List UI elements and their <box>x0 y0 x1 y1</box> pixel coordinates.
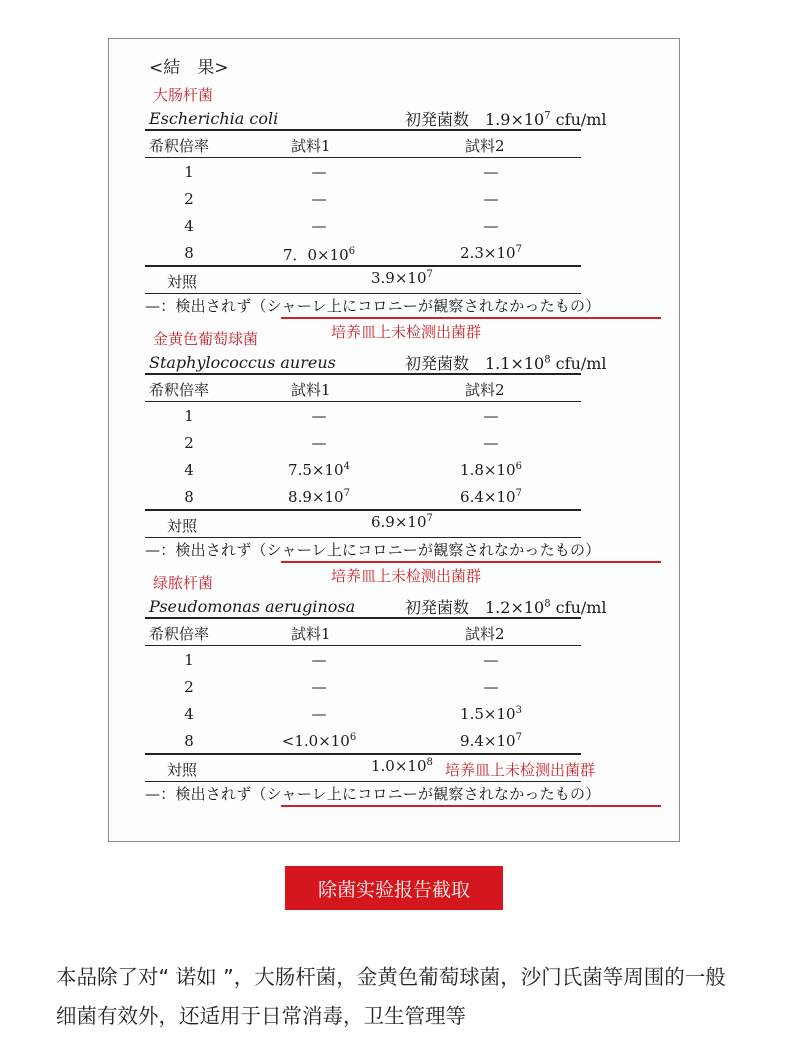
control-label: 対照 <box>167 761 198 779</box>
legend-note: —：検出されず（シャーレ上にコロニーが観察されなかったもの） <box>145 297 601 315</box>
control-label: 対照 <box>167 517 198 535</box>
sample2-cell: — <box>483 651 499 669</box>
sample2-cell: — <box>483 434 499 452</box>
dilution-cell: 2 <box>184 190 194 208</box>
dilution-cell: 4 <box>184 217 194 235</box>
dilution-cell: 4 <box>184 705 194 723</box>
sample1-cell: — <box>311 434 327 452</box>
sample2-cell: $1.5\times 10^3$ <box>460 705 522 723</box>
chinese-annotation: 培养皿上未检测出菌群 <box>331 323 482 341</box>
sample1-cell: $<1.0\times 10^6$ <box>281 732 357 750</box>
sample2-cell: $2.3\times 10^7$ <box>460 244 522 262</box>
dilution-cell: 1 <box>184 651 194 669</box>
dilution-cell: 8 <box>184 244 194 262</box>
control-top-rule <box>145 265 581 267</box>
control-top-rule <box>145 509 581 511</box>
caption-label: 除菌实验报告截取 <box>285 866 503 910</box>
red-underline <box>281 561 661 563</box>
col-header-dilution: 希釈倍率 <box>149 137 210 155</box>
header-rule <box>145 157 581 158</box>
sample2-cell: $9.4\times 10^7$ <box>460 732 522 750</box>
control-bottom-rule <box>145 537 581 538</box>
sample2-cell: — <box>483 678 499 696</box>
table-row <box>109 190 681 216</box>
header-rule <box>145 401 581 402</box>
sample2-cell: — <box>483 190 499 208</box>
sample1-cell: — <box>311 651 327 669</box>
control-bottom-rule <box>145 293 581 294</box>
col-header-sample2: 試料2 <box>465 625 505 643</box>
initial-count: 初発菌数 $1.1\times 10^8$ cfu/ml <box>405 354 607 373</box>
dilution-cell: 1 <box>184 163 194 181</box>
lab-report-scan <box>108 38 680 842</box>
body-paragraph: 本品除了对“ 诺如 ”，大肠杆菌，金黄色葡萄球菌，沙门氏菌等周围的一般细菌有效外，还适用于日常消毒，卫生管理等 <box>56 965 726 1028</box>
species-name: Escherichia coli <box>149 109 279 128</box>
table-row <box>109 407 681 433</box>
section-chinese-label: 绿脓杆菌 <box>153 574 214 592</box>
table-row <box>109 434 681 460</box>
table-top-rule <box>145 617 581 619</box>
sample2-cell: $6.4\times 10^7$ <box>460 488 522 506</box>
results-heading: <結 果> <box>149 58 229 78</box>
dilution-cell: 4 <box>184 461 194 479</box>
sample1-cell: — <box>311 407 327 425</box>
col-header-sample2: 試料2 <box>465 137 505 155</box>
header-rule <box>145 645 581 646</box>
col-header-sample1: 試料1 <box>291 625 331 643</box>
sample1-cell: — <box>311 678 327 696</box>
legend-note: —：検出されず（シャーレ上にコロニーが観察されなかったもの） <box>145 785 601 803</box>
col-header-sample1: 試料1 <box>291 381 331 399</box>
table-top-rule <box>145 373 581 375</box>
dilution-cell: 1 <box>184 407 194 425</box>
table-row <box>109 217 681 243</box>
sample1-cell: — <box>311 163 327 181</box>
chinese-annotation: 培养皿上未检测出菌群 <box>331 567 482 585</box>
control-value: $3.9\times 10^7$ <box>371 269 433 287</box>
control-value: $1.0\times 10^8$ <box>371 757 433 775</box>
initial-count: 初発菌数 $1.9\times 10^7$ cfu/ml <box>405 110 607 129</box>
table-row <box>109 461 681 487</box>
sample1-cell: — <box>311 217 327 235</box>
dilution-cell: 2 <box>184 678 194 696</box>
sample1-cell: — <box>311 190 327 208</box>
dilution-cell: 8 <box>184 732 194 750</box>
sample2-cell: — <box>483 407 499 425</box>
initial-count: 初発菌数 $1.2\times 10^8$ cfu/ml <box>405 598 607 617</box>
sample2-cell: — <box>483 163 499 181</box>
table-top-rule <box>145 129 581 131</box>
table-row <box>109 163 681 189</box>
control-value: $6.9\times 10^7$ <box>371 513 433 531</box>
species-name: Pseudomonas aeruginosa <box>149 597 356 616</box>
control-top-rule <box>145 753 581 755</box>
section-chinese-label: 大肠杆菌 <box>153 86 214 104</box>
table-row <box>109 678 681 704</box>
species-name: Staphylococcus aureus <box>149 353 336 372</box>
red-underline <box>281 805 661 807</box>
sample1-cell: — <box>311 705 327 723</box>
sample1-cell: $8.9\times 10^7$ <box>288 488 350 506</box>
control-bottom-rule <box>145 781 581 782</box>
col-header-sample2: 試料2 <box>465 381 505 399</box>
col-header-dilution: 希釈倍率 <box>149 625 210 643</box>
col-header-dilution: 希釈倍率 <box>149 381 210 399</box>
sample2-cell: $1.8\times 10^6$ <box>460 461 522 479</box>
table-row <box>109 651 681 677</box>
col-header-sample1: 試料1 <box>291 137 331 155</box>
dilution-cell: 8 <box>184 488 194 506</box>
chinese-annotation: 培养皿上未检测出菌群 <box>445 761 596 779</box>
table-row <box>109 705 681 731</box>
legend-note: —：検出されず（シャーレ上にコロニーが観察されなかったもの） <box>145 541 601 559</box>
sample1-cell: $7.5\times 10^4$ <box>288 461 350 479</box>
dilution-cell: 2 <box>184 434 194 452</box>
section-chinese-label: 金黄色葡萄球菌 <box>153 330 259 348</box>
sample2-cell: — <box>483 217 499 235</box>
sample1-cell: 7．$0\times 10^6$ <box>282 246 356 264</box>
red-underline <box>281 317 661 319</box>
control-label: 対照 <box>167 273 198 291</box>
